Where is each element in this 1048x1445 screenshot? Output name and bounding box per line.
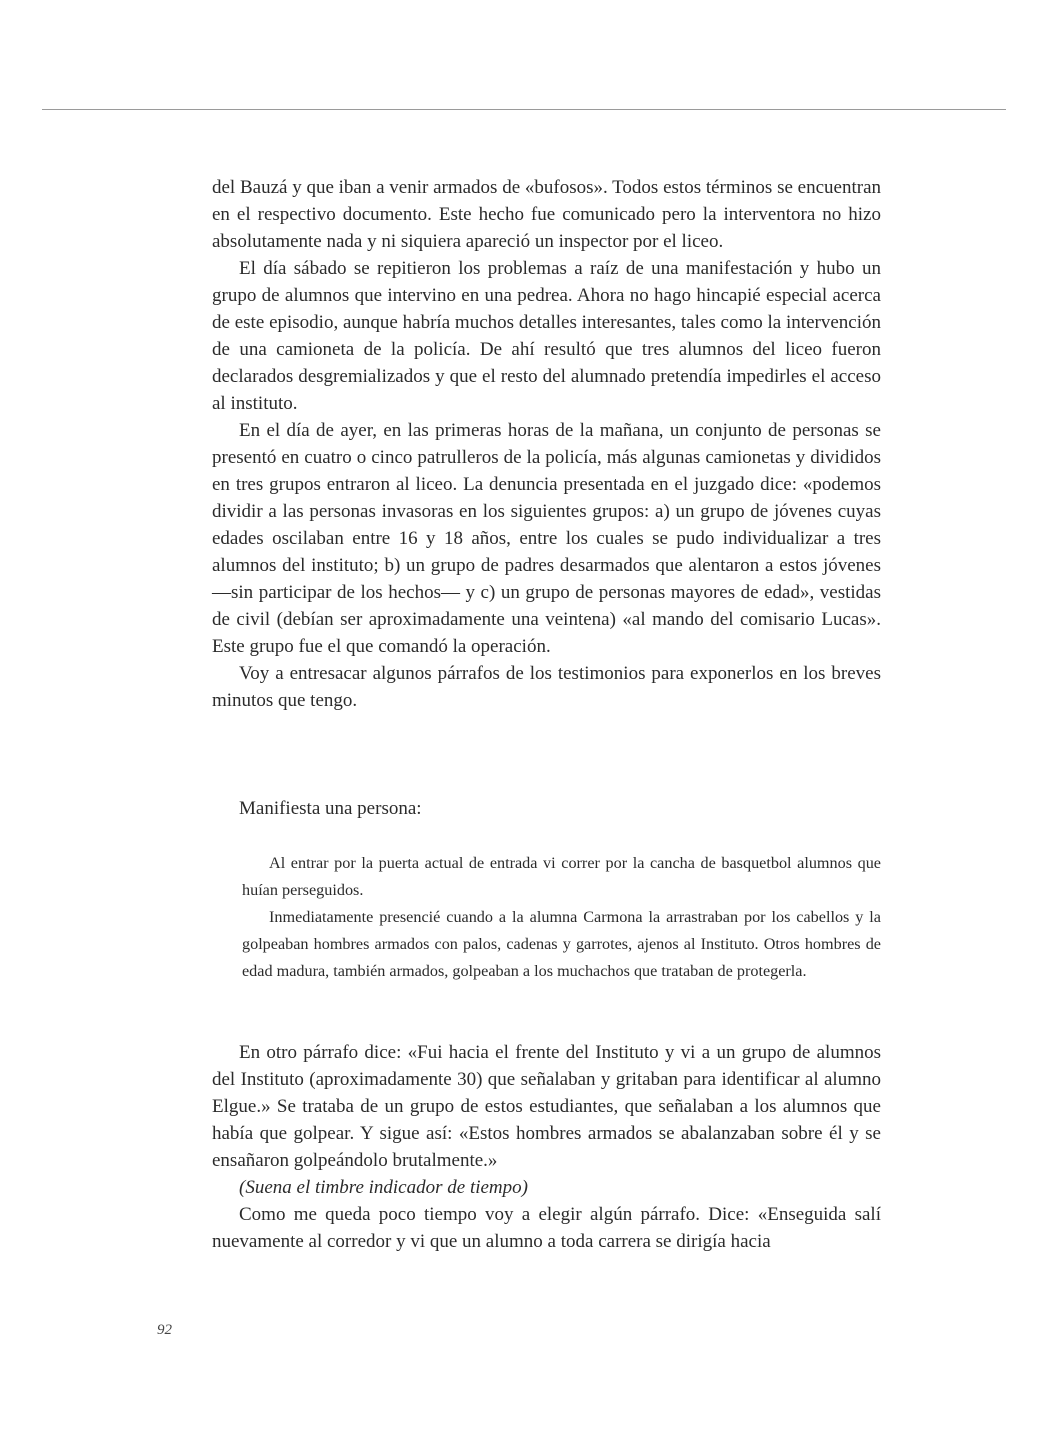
paragraph: El día sábado se repitieron los problemas a raíz de una manifestación y hubo un grupo de alumnos que intervino en una pedrea. Ahora no hago hincapié especial acerca de este episodio, aunque habría muchos detalles interesantes, tales como la intervención de una camioneta de la policía. De ahí resultó que tres alumnos del liceo fueron declarados desgremializados y que el resto del alumnado pretendía impedirles el acceso al instituto. [212,258,881,414]
paragraph: Voy a entresacar algunos párrafos de los testimonios para exponerlos en los breves minutos que tengo. [212,663,881,711]
paragraph: Como me queda poco tiempo voy a elegir algún párrafo. Dice: «Enseguida salí nuevamente al corredor y vi que un alumno a toda carrera se dirigía hacia [212,1204,881,1252]
paragraph: del Bauzá y que iban a venir armados de «bufosos». Todos estos términos se encuentran en el respectivo documento. Este hecho fue comunicado pero la interventora no hizo absolutamente nada y ni siquiera apareció un inspector por el liceo. [212,177,881,252]
paragraph: En el día de ayer, en las primeras horas de la mañana, un conjunto de personas se presentó en cuatro o cinco patrulleros de la policía, más algunas camionetas y divididos en tres grupos entraron al liceo. La denuncia presentada en el juzgado dice: «podemos dividir a las personas invasoras en los siguientes grupos: a) un grupo de jóvenes cuyas edades oscilaban entre 16 y 18 años, entre los cuales se pudo individualizar a tres alumnos del instituto; b) un grupo de padres desarmados que alentaron a estos jóvenes —sin participar de los hechos— y c) un grupo de personas mayores de edad», vestidas de civil (debían ser aproximadamente una veintena) «al mando del comisario Lucas». Este grupo fue el que comandó la operación. [212,420,881,657]
header-rule [42,109,1006,110]
quote-intro: Manifiesta una persona: [239,798,422,819]
quote-paragraph: Inmediatamente presencié cuando a la alumna Carmona la arrastraban por los cabellos y la golpeaban hombres armados con palos, cadenas y garrotes, ajenos al Instituto. Otros hombres de edad madura, también armados, golpeaban a los muchachos que trataban de protegerla. [242,908,881,980]
paragraph: En otro párrafo dice: «Fui hacia el frente del Instituto y vi a un grupo de alumnos del Instituto (aproximadamente 30) que señalaban y gritaban para identificar al alumno Elgue.» Se trataba de un grupo de estos estudiantes, que señalaban a los alumnos que había que golpear. Y sigue así: «Estos hombres armados se abalanzaban sobre él y se ensañaron golpeándolo brutalmente.» [212,1042,881,1171]
page-number: 92 [157,1322,172,1338]
body-text-upper [212,174,881,714]
body-text-lower [212,1039,881,1255]
quote-paragraph: Al entrar por la puerta actual de entrada vi correr por la cancha de basquetbol alumnos que huían perseguidos. [242,854,881,899]
stage-direction: (Suena el timbre indicador de tiempo) [239,1177,528,1198]
block-quote [242,850,881,985]
